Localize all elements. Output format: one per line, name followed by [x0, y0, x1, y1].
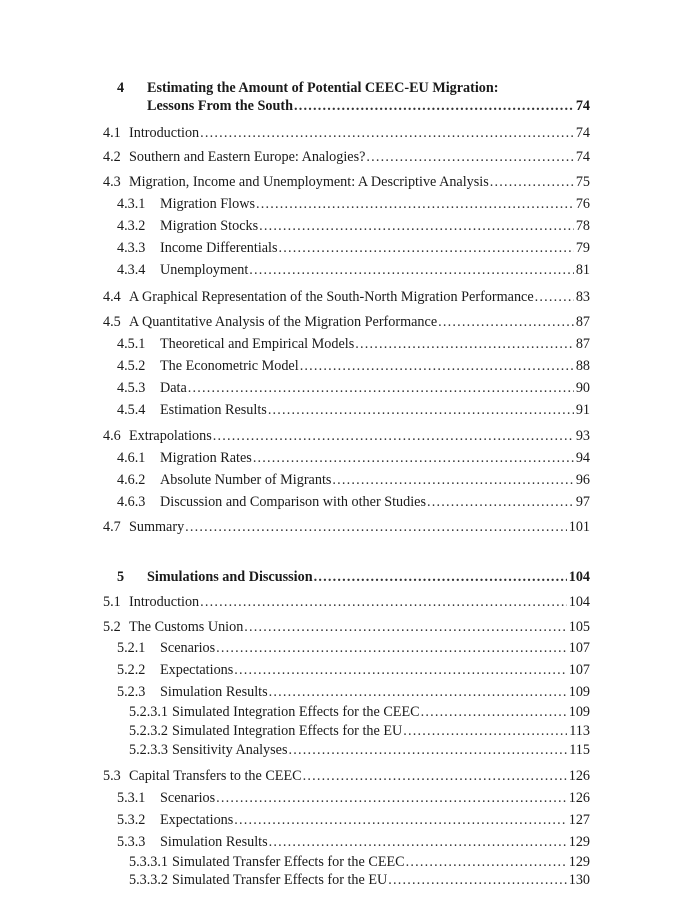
- dot-leader: [269, 833, 567, 851]
- dot-leader: [244, 618, 566, 636]
- toc-entry: [0, 261, 590, 279]
- toc-entry: [0, 313, 590, 331]
- toc-entry-number: 5.2.1: [117, 640, 146, 656]
- toc-entry-page: 115: [569, 742, 590, 758]
- toc-entry-title: Data: [160, 380, 187, 396]
- dot-leader: [289, 741, 568, 759]
- toc-entry: [0, 639, 590, 657]
- toc-entry-title: Simulated Transfer Effects for the EU: [172, 872, 388, 888]
- toc-entry-page: 79: [575, 240, 590, 256]
- toc-entry-number: 4.6.3: [117, 494, 146, 510]
- toc-entry-number: 5.3.3: [117, 834, 146, 850]
- toc-entry-page: 91: [575, 402, 590, 418]
- toc-entry-number: 4.6.1: [117, 450, 146, 466]
- dot-leader: [188, 379, 574, 397]
- toc-entry-page: 74: [575, 98, 590, 114]
- toc-entry-page: 90: [575, 380, 590, 396]
- toc-entry: [0, 811, 590, 829]
- toc-entry: [0, 683, 590, 701]
- toc-entry-page: 113: [569, 723, 590, 739]
- toc-entry-title: Summary: [129, 519, 185, 535]
- toc-entry-page: 96: [575, 472, 590, 488]
- toc-entry-title: Theoretical and Empirical Models: [160, 336, 355, 352]
- toc-entry-title: Introduction: [129, 594, 200, 610]
- toc-entry-page: 78: [575, 218, 590, 234]
- toc-entry-page: 126: [568, 768, 590, 784]
- toc-entry-title: Unemployment: [160, 262, 249, 278]
- toc-entry: [0, 288, 590, 306]
- toc-entry-number: 4.5.4: [117, 402, 146, 418]
- toc-entry: [0, 449, 590, 467]
- toc-entry: [0, 357, 590, 375]
- toc-entry-number: 5.3.1: [117, 790, 146, 806]
- toc-entry-title: The Econometric Model: [160, 358, 299, 374]
- toc-entry: [0, 618, 590, 636]
- toc-entry-title: Extrapolations: [129, 428, 212, 444]
- dot-leader: [314, 568, 567, 586]
- toc-entry-title: Migration Flows: [160, 196, 255, 212]
- dot-leader: [249, 261, 574, 279]
- toc-entry: [0, 79, 590, 97]
- toc-entry-title: Sensitivity Analyses: [172, 742, 288, 758]
- toc-entry: [0, 239, 590, 257]
- toc-entry-number: 5.2.3.3: [129, 742, 169, 758]
- toc-entry: [0, 217, 590, 235]
- toc-entry-title: Estimating the Amount of Potential CEEC-EU Migration:: [147, 80, 499, 96]
- toc-entry-page: 107: [568, 640, 590, 656]
- toc-entry-title: Discussion and Comparison with other Studies: [160, 494, 427, 510]
- toc-entry-title: Scenarios: [160, 640, 216, 656]
- toc-entry-page: 107: [568, 662, 590, 678]
- toc-entry: [0, 471, 590, 489]
- toc-entry-number: 5.1: [103, 594, 121, 610]
- toc-entry-page: 94: [575, 450, 590, 466]
- toc-entry-page: 130: [568, 872, 590, 888]
- dot-leader: [535, 288, 574, 306]
- toc-entry-page: 104: [568, 569, 590, 585]
- toc-entry: [0, 493, 590, 511]
- toc-entry-number: 5.3: [103, 768, 121, 784]
- toc-entry-page: 93: [575, 428, 590, 444]
- toc-entry-title: Southern and Eastern Europe: Analogies?: [129, 149, 366, 165]
- dot-leader: [303, 767, 567, 785]
- toc-entry-number: 4.7: [103, 519, 121, 535]
- toc-entry-title: Scenarios: [160, 790, 216, 806]
- dot-leader: [269, 683, 567, 701]
- toc-entry: [0, 124, 590, 142]
- toc-entry-page: 104: [568, 594, 590, 610]
- toc-entry-number: 5.2.3.2: [129, 723, 169, 739]
- toc-entry-title: Simulation Results: [160, 684, 268, 700]
- toc-entry-number: 4.5.1: [117, 336, 146, 352]
- toc-entry-title: Migration, Income and Unemployment: A Descriptive Analysis: [129, 174, 489, 190]
- toc-entry-page: 75: [575, 174, 590, 190]
- dot-leader: [421, 703, 567, 721]
- dot-leader: [200, 124, 574, 142]
- toc-entry: [0, 97, 590, 115]
- toc-entry-title: The Customs Union: [129, 619, 244, 635]
- toc-entry-title: Simulated Transfer Effects for the CEEC: [172, 854, 405, 870]
- toc-entry: [0, 518, 590, 536]
- dot-leader: [355, 335, 574, 353]
- toc-entry-title: Simulations and Discussion: [147, 569, 313, 585]
- toc-entry-title: Lessons From the South: [147, 98, 293, 114]
- dot-leader: [185, 518, 567, 536]
- toc-entry-page: 74: [575, 149, 590, 165]
- toc-entry: [0, 427, 590, 445]
- toc-entry-title: Income Differentials: [160, 240, 278, 256]
- toc-entry: [0, 593, 590, 611]
- dot-leader: [268, 401, 574, 419]
- toc-entry-title: Migration Rates: [160, 450, 252, 466]
- toc-entry: [0, 173, 590, 191]
- toc-entry-page: 76: [575, 196, 590, 212]
- dot-leader: [300, 357, 574, 375]
- toc-entry-number: 4.3.2: [117, 218, 146, 234]
- dot-leader: [259, 217, 574, 235]
- toc-entry: [0, 789, 590, 807]
- toc-entry-page: 109: [568, 704, 590, 720]
- toc-entry-number: 4.5.3: [117, 380, 146, 396]
- toc-entry: [0, 871, 590, 889]
- toc-entry-number: 5.3.3.1: [129, 854, 169, 870]
- toc-entry-title: Estimation Results: [160, 402, 267, 418]
- toc-entry: [0, 379, 590, 397]
- dot-leader: [216, 639, 567, 657]
- dot-leader: [406, 853, 567, 871]
- toc-entry-number: 5: [117, 569, 125, 585]
- toc-entry-page: 126: [568, 790, 590, 806]
- toc-entry-number: 5.2.3.1: [129, 704, 169, 720]
- dot-leader: [403, 722, 567, 740]
- toc-entry-number: 4.1: [103, 125, 121, 141]
- dot-leader: [234, 661, 566, 679]
- toc-entry-title: Simulation Results: [160, 834, 268, 850]
- dot-leader: [294, 97, 574, 115]
- dot-leader: [490, 173, 574, 191]
- toc-entry: [0, 335, 590, 353]
- toc-entry-page: 87: [575, 314, 590, 330]
- toc-entry-number: 4.6.2: [117, 472, 146, 488]
- toc-entry-page: 74: [575, 125, 590, 141]
- dot-leader: [216, 789, 567, 807]
- toc-entry: [0, 741, 590, 759]
- toc-entry-page: 129: [568, 854, 590, 870]
- toc-entry-page: 87: [575, 336, 590, 352]
- dot-leader: [213, 427, 574, 445]
- dot-leader: [279, 239, 574, 257]
- toc-entry-number: 4: [117, 80, 125, 96]
- toc-entry-page: 105: [568, 619, 590, 635]
- toc-entry-title: Simulated Integration Effects for the EU: [172, 723, 403, 739]
- toc-entry: [0, 195, 590, 213]
- toc-entry-title: Migration Stocks: [160, 218, 259, 234]
- dot-leader: [438, 313, 574, 331]
- toc-entry-page: 101: [568, 519, 590, 535]
- toc-entry-title: Simulated Integration Effects for the CEEC: [172, 704, 420, 720]
- dot-leader: [332, 471, 573, 489]
- toc-entry-title: Capital Transfers to the CEEC: [129, 768, 302, 784]
- toc-entry-number: 5.2.2: [117, 662, 146, 678]
- toc-entry: [0, 833, 590, 851]
- toc-entry: [0, 722, 590, 740]
- toc-entry-number: 4.2: [103, 149, 121, 165]
- toc-entry-page: 83: [575, 289, 590, 305]
- toc-entry-number: 4.6: [103, 428, 121, 444]
- toc-entry-number: 5.3.2: [117, 812, 146, 828]
- toc-entry-page: 127: [568, 812, 590, 828]
- dot-leader: [366, 148, 573, 166]
- toc-entry-title: Introduction: [129, 125, 200, 141]
- dot-leader: [253, 449, 574, 467]
- toc-entry-page: 97: [575, 494, 590, 510]
- toc-entry: [0, 148, 590, 166]
- toc-entry-page: 129: [568, 834, 590, 850]
- toc-entry-title: A Quantitative Analysis of the Migration Performance: [129, 314, 438, 330]
- toc-entry: [0, 703, 590, 721]
- dot-leader: [234, 811, 566, 829]
- toc-entry-number: 5.2: [103, 619, 121, 635]
- toc-entry-number: 4.5: [103, 314, 121, 330]
- dot-leader: [427, 493, 574, 511]
- toc-entry-number: 4.4: [103, 289, 121, 305]
- toc-entry-number: 4.5.2: [117, 358, 146, 374]
- toc-entry-title: Absolute Number of Migrants: [160, 472, 332, 488]
- toc-entry: [0, 661, 590, 679]
- dot-leader: [256, 195, 574, 213]
- toc-entry-page: 81: [575, 262, 590, 278]
- toc-entry: [0, 568, 590, 586]
- toc-entry-page: 88: [575, 358, 590, 374]
- dot-leader: [200, 593, 567, 611]
- toc-entry-number: 4.3: [103, 174, 121, 190]
- toc-entry-number: 4.3.3: [117, 240, 146, 256]
- toc-entry-page: 109: [568, 684, 590, 700]
- toc-entry: [0, 767, 590, 785]
- toc-entry: [0, 401, 590, 419]
- toc-entry-title: Expectations: [160, 662, 234, 678]
- dot-leader: [388, 871, 566, 889]
- toc-entry-number: 5.2.3: [117, 684, 146, 700]
- toc-entry-title: A Graphical Representation of the South-North Migration Performance: [129, 289, 534, 305]
- toc-entry-number: 4.3.1: [117, 196, 146, 212]
- toc-entry-number: 4.3.4: [117, 262, 146, 278]
- toc-entry: [0, 853, 590, 871]
- toc-entry-number: 5.3.3.2: [129, 872, 169, 888]
- toc-entry-title: Expectations: [160, 812, 234, 828]
